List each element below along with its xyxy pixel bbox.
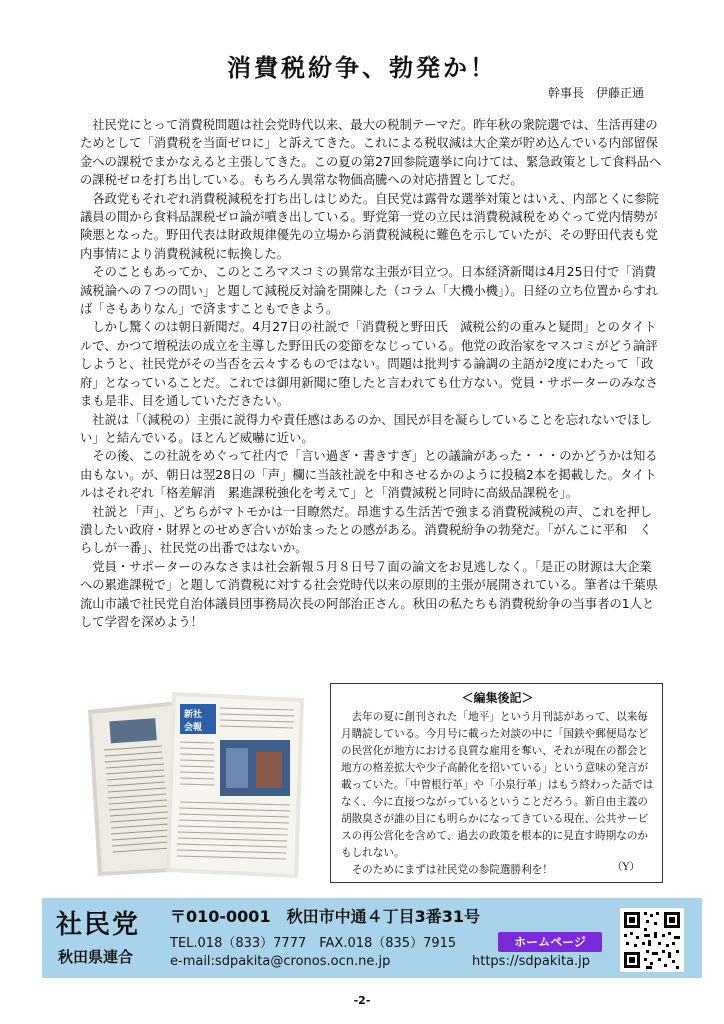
org-branch: 秋田県連合 xyxy=(58,948,134,966)
article-paragraph: 社民党にとって消費税問題は社会党時代以来、最大の税制テーマだ。昨年秋の衆院選では、生活再建のためとして「消費税を当面ゼロに」と訴えてきた。これによる税収減は大企業が貯め込んでいる内部留保金への課税でまかなえると主張してきた。この夏の第27回参院選挙に向けては、緊急政策として食料品への課税ゼロを打ち出している。もちろん異常な物価高騰への対応措置としてだ。 xyxy=(80,118,662,188)
postscript-title: ＜編集後記＞ xyxy=(461,691,534,705)
article-paragraph: そのこともあってか、このところマスコミの異常な主張が目立つ。日本経済新聞は4月25日付で「消費減税論への７つの問い」と題して減税反対論を開陳した（コラム「大機小機」）。日経の立ち位置からすれば「さもありなん」で済ますこともできよう。 xyxy=(80,265,658,317)
article-paragraph: 社説は「（減税の）主張に説得力や責任感はあるのか、国民が目を凝らしていることを忘れないでほしい」と結んでいる。ほとんど威嚇に近い。 xyxy=(80,412,652,445)
article-paragraph: 党員・サポーターのみなさまは社会新報５月８日号７面の論文をお見逃しなく。「是正の財源は大企業への累進課税で」と題して消費税に対する社会党時代以来の原則的主張が展開されている。筆者は千葉県流山市議で社民党自治体議員団事務局次長の阿部治正さん。秋田の私たちも消費税紛争の当事者の1人として学習を深めよう！ xyxy=(80,559,658,629)
article-paragraph: 各政党もそれぞれ消費税減税を打ち出しはじめた。自民党は露骨な選挙対策とはいえ、内部とくに参院議員の間から食料品課税ゼロ論が噴き出している。野党第一党の立民は消費税減税をめぐって党内情勢が険悪となった。野田代表は財政規律優先の立場から消費税減税に難色を示していたが、その野田代表も党内事情により消費税減税に転換した。 xyxy=(80,191,659,261)
qr-code-icon[interactable] xyxy=(620,908,684,972)
postscript-paragraph: 去年の夏に創刊された「地平」という月刊誌があって、以来毎月購読している。今月号に載った対談の中に「国鉄や郵便局などの民営化が地方における良質な雇用を奪い、それが現在の都会と地方の格差拡大や少子高齢化を招いている」という意味の発言が載っていた。「中曽根行革」や「小泉行革」はもう終わった話ではなく、今に直接つながっているということだろう。新自由主義の胡散臭さが誰の目にも明らかになってきている現在、公共サービスの再公営化を含めて、過去の政策を根本的に見直す時期なのかもしれない。 xyxy=(341,711,654,859)
article-body xyxy=(80,116,662,631)
page-number: -2- xyxy=(353,994,371,1007)
homepage-button[interactable]: ホームページ xyxy=(498,932,602,952)
editor-postscript xyxy=(330,683,663,883)
article-paragraph: しかし驚くのは朝日新聞だ。4月27日の社説で「消費税と野田氏 減税公約の重みと疑問」とのタイトルで、かつて増税法の成立を主導した野田氏の変節をなじっている。他党の政治家をマスコミがどう論評しようと、社民党がその当否を云々するものではない。問題は批判する論調の主語が2度にわたって「政府」となっていることだ。これでは御用新聞に堕したと言われても仕方ない。党員・サポーターのみなさまも是非、目を通していただきたい。 xyxy=(80,320,658,409)
masthead-line2: 会報 xyxy=(184,723,203,733)
article-title: 消費税紛争、勃発か！ xyxy=(227,54,497,82)
postscript-body xyxy=(341,709,654,879)
postscript-signature: （Y） xyxy=(611,861,640,873)
org-name: 社民党 xyxy=(56,910,141,940)
article-paragraph: その後、この社説をめぐって社内で「言い過ぎ・書きすぎ」との議論があった・・・のかどうかは知る由もない。が、朝日は翌28日の「声」欄に当該社説を中和させるかのように投稿2本を掲載した。タイトルはそれぞれ「格差解消 累進課税強化を考えて」と「消費減税と同時に高級品課税を」。 xyxy=(80,449,658,501)
postal-address: 〒010-0001 秋田市中通４丁目3番31号 xyxy=(170,907,480,926)
article-paragraph: 社説と「声」、どちらがマトモかは一目瞭然だ。昂進する生活苦で強まる消費税減税の声、これを押し潰したい政府・財界とのせめぎ合いが始まったとの感がある。消費税紛争の勃発だ。「がんこに平和 くらしが一番」、社民党の出番ではないか。 xyxy=(80,504,652,556)
article-author: 幹事長 伊藤正通 xyxy=(547,86,644,100)
newspaper-photo xyxy=(80,690,310,880)
masthead-line1: 新社 xyxy=(184,710,203,720)
homepage-url[interactable]: https://sdpakita.jp xyxy=(472,954,591,969)
newspaper-image xyxy=(80,690,310,880)
postscript-paragraph: そのためにまずは社民党の参院選勝利を！ xyxy=(351,864,553,876)
contact-footer xyxy=(42,898,702,978)
phone-fax: TEL.018（833）7777 FAX.018（835）7915 xyxy=(170,936,457,951)
email-address[interactable]: e-mail:sdpakita@cronos.ocn.ne.jp xyxy=(170,954,391,969)
